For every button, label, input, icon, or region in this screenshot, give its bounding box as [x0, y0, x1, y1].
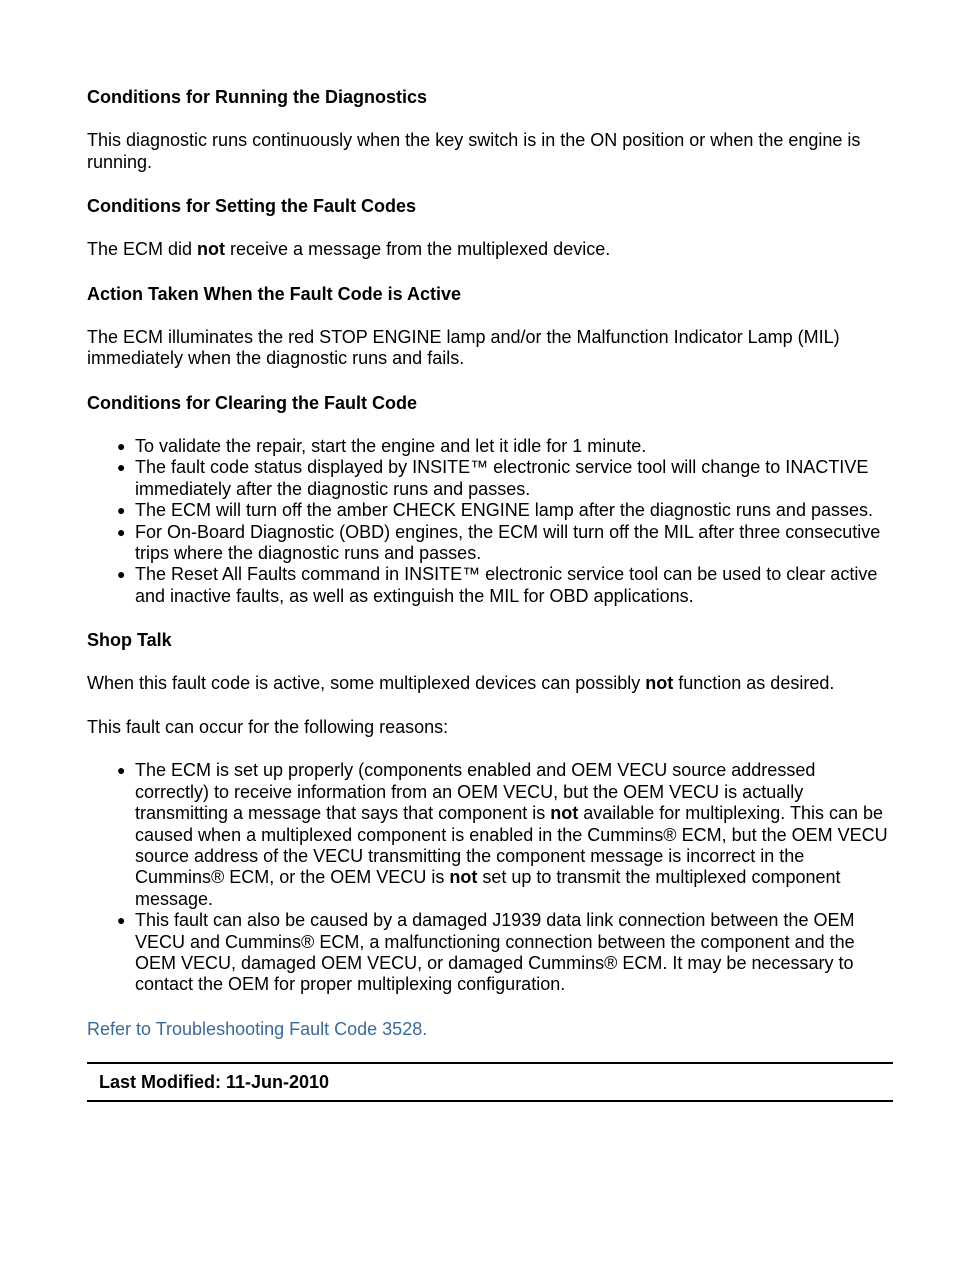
list-item-text: The ECM will turn off the amber CHECK ENGINE lamp after the diagnostic runs and passes.	[135, 500, 873, 521]
setting-heading: Conditions for Setting the Fault Codes	[87, 196, 416, 217]
list-item	[117, 521, 893, 565]
setting-text	[87, 239, 893, 261]
clearing-heading: Conditions for Clearing the Fault Code	[87, 392, 417, 413]
list-item-text: To validate the repair, start the engine and let it idle for 1 minute.	[135, 435, 647, 456]
reason1-text-c: available for multiplexing. This can be caused when a multiplexed component is enabled in the Cummins® ECM, but the OEM VECU source address of the VECU transmitting the component message is incorrect in the Cummins® ECM, or the OEM VECU is	[135, 803, 888, 888]
setting-text-pre: The ECM did	[87, 239, 198, 260]
action-heading: Action Taken When the Fault Code is Active	[87, 283, 462, 304]
list-item-text: For On-Board Diagnostic (OBD) engines, the ECM will turn off the MIL after three consecutive trips where the diagnostic runs and passes.	[135, 521, 881, 563]
bullet-icon: ●	[117, 762, 126, 779]
reasons-intro: This fault can occur for the following reasons:	[87, 716, 449, 737]
shoptalk-text	[87, 673, 893, 695]
list-item	[117, 760, 893, 910]
bullet-icon: ●	[117, 912, 126, 929]
shoptalk-heading: Shop Talk	[87, 630, 172, 651]
refer-link[interactable]: Refer to Troubleshooting Fault Code 3528.	[87, 1018, 428, 1039]
list-item	[117, 910, 893, 996]
reason1-bold-d: not	[449, 867, 478, 888]
bullet-icon: ●	[117, 523, 126, 540]
list-item-text: The fault code status displayed by INSITE™ electronic service tool will change to INACTIVE immediately after the diagnostic runs and passes.	[135, 457, 869, 499]
reason2-text: This fault can also be caused by a damaged J1939 data link connection between the OEM VECU and Cummins® ECM, a malfunctioning connection between the component and the OEM VECU, damaged OEM VECU, or damaged Cummins® ECM. It may be necessary to contact the OEM for proper multiplexing configuration.	[135, 910, 855, 995]
shoptalk-text-pre: When this fault code is active, some multiplexed devices can possibly	[87, 673, 646, 694]
document-page	[87, 86, 893, 1102]
reason1-bold-b: not	[550, 803, 579, 824]
shoptalk-text-post: function as desired.	[673, 673, 835, 694]
last-modified-footer: Last Modified: 11-Jun-2010	[87, 1062, 893, 1102]
bullet-icon: ●	[117, 437, 126, 454]
bullet-icon: ●	[117, 502, 126, 519]
running-text: This diagnostic runs continuously when the key switch is in the ON position or when the engine is running.	[87, 130, 861, 172]
clearing-list	[87, 436, 893, 607]
reason1-text-e: set up to transmit the multiplexed component message.	[135, 867, 841, 909]
shoptalk-text-bold: not	[645, 673, 674, 694]
action-text: The ECM illuminates the red STOP ENGINE lamp and/or the Malfunction Indicator Lamp (MIL) immediately when the diagnostic runs and fails.	[87, 326, 840, 369]
bullet-icon: ●	[117, 459, 126, 476]
list-item	[117, 457, 893, 500]
running-heading: Conditions for Running the Diagnostics	[87, 87, 427, 107]
list-item	[117, 500, 893, 521]
setting-text-bold: not	[197, 239, 226, 260]
setting-text-post: receive a message from the multiplexed device.	[225, 239, 611, 260]
list-item	[117, 435, 893, 457]
bullet-icon: ●	[117, 566, 126, 583]
reason1-text-a: The ECM is set up properly (components enabled and OEM VECU source addressed correctly) to receive information from an OEM VECU, but the OEM VECU is actually transmitting a message that says that component is	[135, 760, 816, 824]
list-item-text: The Reset All Faults command in INSITE™ electronic service tool can be used to clear active and inactive faults, as well as extinguish the MIL for OBD applications.	[135, 564, 878, 606]
reasons-list	[87, 760, 893, 995]
list-item	[117, 564, 893, 607]
